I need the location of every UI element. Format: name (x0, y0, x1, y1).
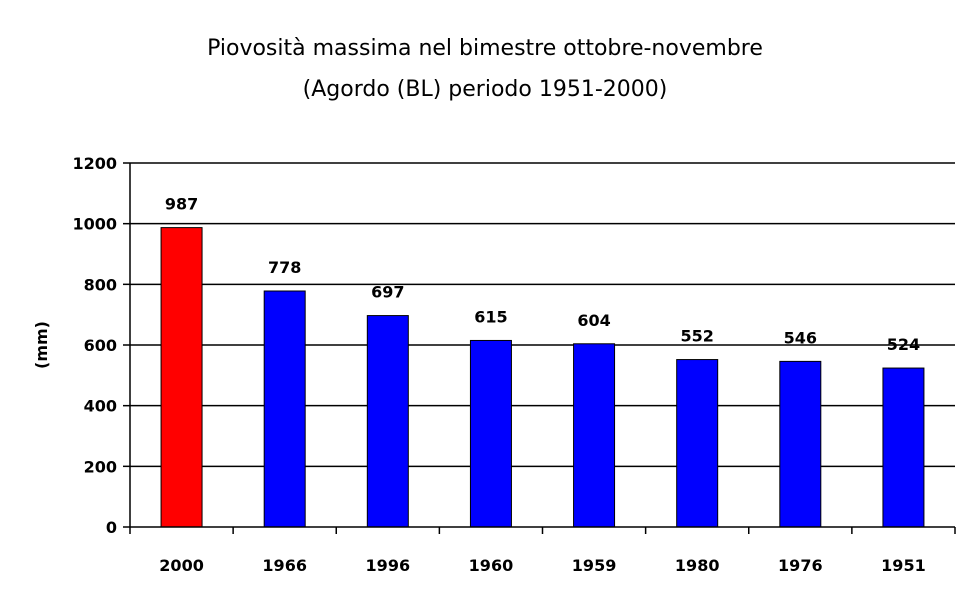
data-label: 987 (164, 194, 199, 214)
x-tick-label: 1996 (365, 556, 411, 575)
y-ticks (72, 154, 117, 537)
x-tick-label: 2000 (159, 556, 204, 575)
x-tick-label: 1966 (262, 556, 307, 575)
y-tick-label: 1000 (72, 214, 117, 234)
bar-1980 (677, 360, 718, 527)
bar-1959 (574, 344, 615, 527)
bar-1966 (264, 291, 305, 527)
x-tick-label: 1980 (674, 556, 720, 575)
x-tick-label: 1951 (881, 556, 926, 575)
data-label: 615 (474, 307, 508, 327)
x-tick-label: 1960 (468, 556, 514, 575)
bar-1951 (883, 368, 924, 527)
data-label: 546 (783, 328, 818, 348)
data-label: 778 (267, 258, 302, 278)
bar-1996 (367, 316, 408, 527)
y-tick-label: 0 (105, 518, 117, 537)
chart-title: Piovosità massima nel bimestre ottobre-novembre (207, 36, 763, 61)
y-axis-title: (mm) (32, 321, 51, 369)
bar-1976 (780, 361, 821, 527)
data-label: 552 (680, 326, 714, 346)
bar-1960 (470, 340, 511, 527)
data-label: 604 (577, 310, 611, 330)
y-tick-label: 800 (83, 275, 117, 295)
gridlines (130, 163, 955, 466)
x-tick-label: 1959 (571, 556, 617, 575)
y-tick-label: 200 (83, 457, 117, 477)
bar-2000 (161, 228, 202, 527)
y-tick-label: 600 (83, 336, 117, 355)
x-ticks (159, 556, 925, 575)
y-tick-label: 400 (83, 396, 117, 416)
chart-subtitle: (Agordo (BL) periodo 1951-2000) (302, 77, 668, 102)
x-tick-label: 1976 (778, 556, 823, 575)
y-tick-label: 1200 (72, 154, 117, 173)
axes (123, 163, 955, 534)
data-label: 524 (886, 335, 921, 355)
data-label: 697 (371, 282, 405, 302)
